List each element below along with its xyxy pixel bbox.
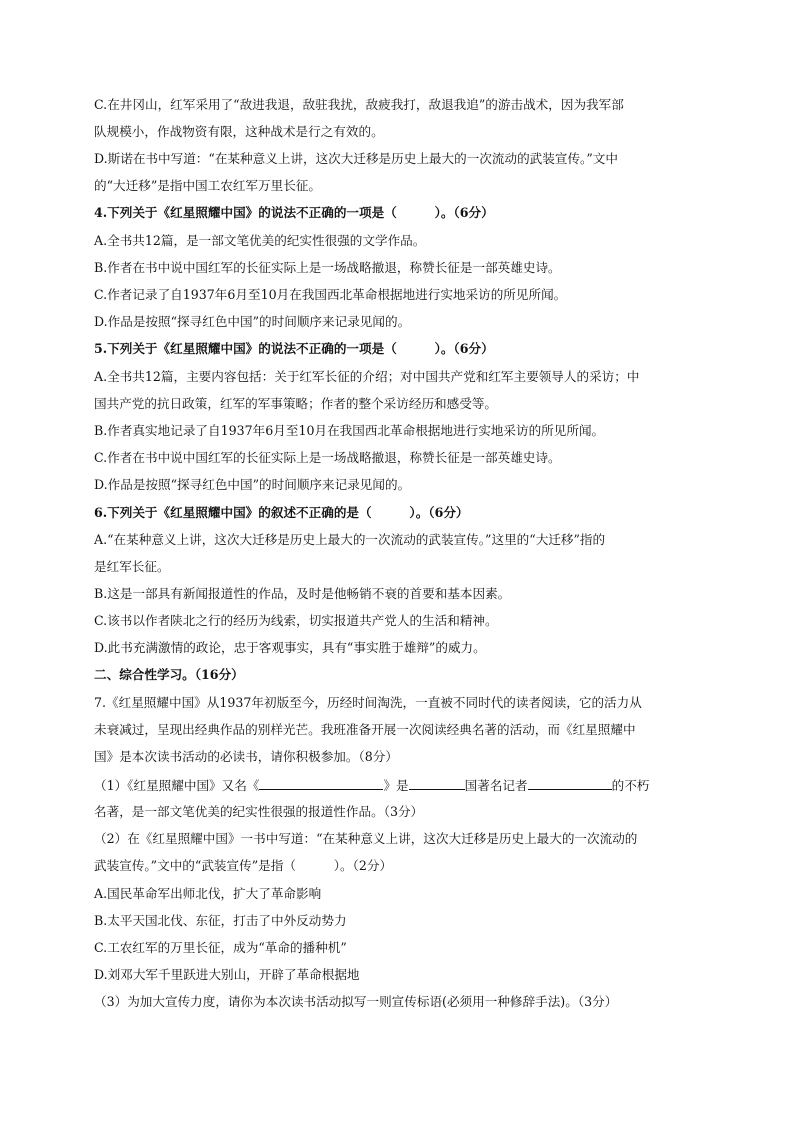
text-line: C.作者在书中说中国红军的长征实际上是一场战略撤退，称赞长征是一部英雄史诗。 bbox=[94, 450, 561, 465]
fill-text: （1）《红星照耀中国》又名《 bbox=[94, 778, 260, 793]
question-5-title: 5.下列关于《红星照耀中国》的说法不正确的一项是（ ）。（6分） bbox=[94, 341, 494, 356]
text-line: 国共产党的抗日政策，红军的军事策略；作者的整个采访经历和感受等。 bbox=[94, 396, 497, 411]
text-line: B.作者在书中说中国红军的长征实际上是一场战略撤退，称赞长征是一部英雄史诗。 bbox=[94, 260, 561, 275]
text-line: A.“在某种意义上讲，这次大迁移是历史上最大的一次流动的武装宣传。”这里的“大迁移”指的 bbox=[94, 532, 606, 547]
question-4-title: 4.下列关于《红星照耀中国》的说法不正确的一项是（ ）。（6分） bbox=[94, 205, 494, 220]
text-line: D.作品是按照“探寻红色中国”的时间顺序来记录见闻的。 bbox=[94, 314, 411, 329]
text-line: （2）在《红星照耀中国》一书中写道：“在某种意义上讲，这次大迁移是历史上最大的一次流动的 bbox=[94, 831, 638, 846]
text-line: 的“大迁移”是指中国工农红军万里长征。 bbox=[94, 178, 321, 193]
text-line: （3）为加大宣传力度，请你为本次读书活动拟写一则宣传标语(必须用一种修辞手法)。（3分） bbox=[94, 994, 618, 1009]
section-2-title: 二、综合性学习。（16分） bbox=[94, 667, 244, 682]
fill-text: 国著名记者 bbox=[464, 778, 528, 793]
text-line: 队规模小，作战物资有限，这种战术是行之有效的。 bbox=[94, 124, 384, 139]
text-line: C.该书以作者陕北之行的经历为线索，切实报道共产党人的生活和精神。 bbox=[94, 613, 498, 628]
question-6-title: 6.下列关于《红星照耀中国》的叙述不正确的是（ ）。（6分） bbox=[94, 505, 469, 520]
text-line: B.作者真实地记录了自1937年6月至10月在我国西北革命根据地进行实地采访的所见所闻。 bbox=[94, 423, 605, 438]
text-line: 名著，是一部文笔优美的纪实性很强的报道性作品。（3分） bbox=[94, 804, 424, 819]
text-line: D.作品是按照“探寻红色中国”的时间顺序来记录见闻的。 bbox=[94, 477, 411, 492]
fill-text: 的不朽 bbox=[611, 778, 650, 793]
fill-in-line bbox=[94, 777, 649, 794]
text-line: B.太平天国北伐、东征，打击了中外反动势力 bbox=[94, 913, 347, 928]
blank-alias[interactable] bbox=[259, 777, 383, 790]
text-line: A.全书共12篇，是一部文笔优美的纪实性很强的文学作品。 bbox=[94, 233, 426, 248]
text-line: B.这是一部具有新闻报道性的作品，及时是他畅销不衰的首要和基本因素。 bbox=[94, 586, 511, 601]
text-line: A.国民革命军出师北伐，扩大了革命影响 bbox=[94, 886, 322, 901]
text-line: 武装宣传。”文中的“武装宣传”是指（ ）。（2分） bbox=[94, 858, 393, 873]
text-line: D.斯诺在书中写道：“在某种意义上讲，这次大迁移是历史上最大的一次流动的武装宣传。”文中 bbox=[94, 151, 618, 166]
text-line: C.在井冈山，红军采用了“敌进我退，敌驻我扰，敌疲我打，敌退我追”的游击战术，因为我军部 bbox=[94, 97, 624, 112]
text-line: D.此书充满激情的政论，忠于客观事实，具有“事实胜于雄辩”的威力。 bbox=[94, 640, 486, 655]
text-line: 7.《红星照耀中国》从1937年初版至今，历经时间淘洗，一直被不同时代的读者阅读，它的活力从 bbox=[94, 695, 642, 710]
text-line: 国》是本次读书活动的必读书，请你积极参加。（8分） bbox=[94, 749, 398, 764]
blank-reporter[interactable] bbox=[528, 777, 612, 790]
text-line: 是红军长征。 bbox=[94, 559, 170, 574]
text-line: 未衰减过，呈现出经典作品的别样光芒。我班准备开展一次阅读经典名著的活动，而《红星照耀中 bbox=[94, 722, 636, 737]
text-line: A.全书共12篇，主要内容包括：关于红军长征的介绍；对中国共产党和红军主要领导人的采访；中 bbox=[94, 369, 640, 384]
text-line: D.刘邓大军千里跃进大别山，开辟了革命根据地 bbox=[94, 967, 360, 982]
fill-text: 》是 bbox=[383, 778, 409, 793]
text-line: C.作者记录了自1937年6月至10月在我国西北革命根据地进行实地采访的所见所闻。 bbox=[94, 287, 567, 302]
blank-country[interactable] bbox=[409, 777, 465, 790]
text-line: C.工农红军的万里长征，成为“革命的播种机” bbox=[94, 940, 347, 955]
